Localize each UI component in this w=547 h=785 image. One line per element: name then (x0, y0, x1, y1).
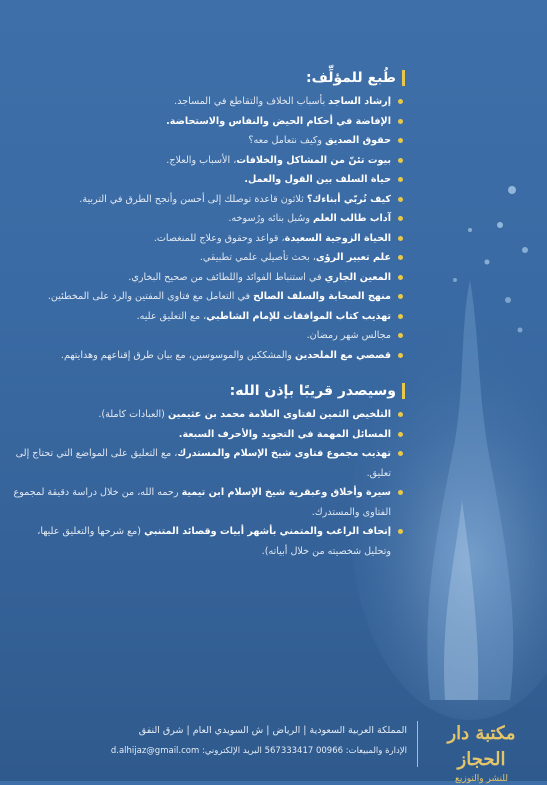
published-heading (13, 70, 405, 86)
book-description: ، قواعد وحقوق وعلاج للمنغصات. (153, 232, 285, 244)
book-item (13, 307, 405, 327)
book-description: ، الأسباب والعلاج. (166, 154, 237, 166)
book-item (13, 405, 405, 425)
book-title: إتحاف الراغب والمتمني بأشهر أبيات وقصائد المتنبي (144, 526, 391, 537)
publisher-address: المملكة العربية السعودية | الرياض | ش السويدي العام | شرق النفق (138, 725, 407, 736)
publisher-contact: الإدارة والمبيعات: 00966 567333417 البريد الإلكتروني: d.alhijaz@gmail.com (110, 746, 407, 756)
book-item (13, 131, 405, 151)
book-item (13, 112, 405, 132)
book-title: حقوق الصديق (325, 135, 391, 146)
book-title: المسائل المهمة في التجويد والأحرف السبعة. (178, 428, 391, 440)
book-title: إرشاد الساجد (328, 96, 391, 107)
book-item (13, 444, 405, 483)
book-item (13, 248, 405, 268)
book-item (13, 229, 405, 249)
book-description: وسُبل بنائه ورُسوخه. (228, 213, 314, 224)
footer (0, 713, 547, 784)
book-description: ، مع التعليق على المواضع التي تحتاج إلى تعليق. (15, 448, 391, 479)
book-description: والمشككين والموسوسين، مع بيان طرق إقناعهم وهدايتهم. (60, 349, 295, 361)
book-description: ثلاثون قاعدة توصلك إلى أحسن وأنجح الطرق في التربية. (79, 193, 307, 205)
book-item (13, 483, 405, 522)
book-title: تهذيب كتاب الموافقات للإمام الشاطبي (206, 310, 391, 322)
book-item (13, 326, 405, 346)
publisher-address-block (87, 721, 407, 761)
book-description: وكيف نتعامل معه؟ (248, 135, 326, 146)
book-item (13, 190, 405, 210)
published-books-list (13, 92, 405, 365)
book-list-content (13, 70, 405, 561)
book-item (13, 92, 405, 112)
book-title: كيف تُربّي أبناءك؟ (306, 193, 391, 205)
book-description: ، بحث تأصيلي علمي تطبيقي. (199, 252, 316, 263)
book-item (13, 346, 405, 366)
book-title: علم تعبير الرؤى (315, 252, 391, 263)
book-title: منهج الصحابة والسلف الصالح (253, 291, 391, 302)
publisher-logo (417, 721, 537, 784)
book-item (13, 425, 405, 445)
book-item (13, 170, 405, 190)
publisher-logo-tagline: للنشر والتوزيع (455, 774, 508, 784)
book-title: الحياة الزوجية السعيدة (284, 232, 391, 244)
book-description: (العبادات كاملة). (98, 409, 168, 420)
book-item (13, 209, 405, 229)
heading-bar (402, 383, 405, 399)
book-description: ، مع التعليق عليه. (136, 310, 207, 322)
book-description: رحمه الله، من خلال دراسة دقيقة لمجموع الفتاوى والمستدرك. (13, 487, 391, 518)
upcoming-heading (13, 383, 405, 399)
upcoming-books-list (13, 405, 405, 561)
book-item (13, 522, 405, 561)
book-title: حياة السلف بين القول والعمل. (244, 174, 391, 185)
upcoming-heading-text: وسيصدر قريبًا بإذن الله: (229, 383, 396, 399)
book-item (13, 151, 405, 171)
book-title: بيوت تئنّ من المشاكل والخلافات (236, 154, 391, 166)
book-description: (مع شرحها والتعليق عليها، وتحليل شخصيته من خلال أبياته). (37, 526, 391, 557)
book-description: في استنباط الفوائد واللطائف من صحيح البخاري. (128, 271, 325, 283)
book-description: مجالس شهر رمضان. (306, 330, 391, 341)
book-description: في التعامل مع فتاوى المفتين والرد على المخطئين. (47, 291, 254, 302)
publisher-logo-name: مكتبة دار الحجاز (447, 723, 516, 770)
book-title: سيرة وأخلاق وعبقرية شيخ الإسلام ابن تيمية (181, 487, 391, 498)
book-title: الإفاضة في أحكام الحيض والنفاس والاستحاضة. (166, 115, 391, 127)
published-heading-text: طُبع للمؤلِّف: (305, 70, 396, 86)
book-item (13, 287, 405, 307)
heading-bar (402, 70, 405, 86)
book-title: آداب طالب العلم (313, 213, 391, 224)
book-description: بأسباب الخلاف والتقاطع في المساجد. (174, 96, 329, 107)
book-title: تهذيب مجموع فتاوى شيخ الإسلام والمستدرك (177, 448, 391, 459)
book-title: قصصي مع الملحدين (295, 349, 391, 361)
book-title: التلخيص الثمين لفتاوى العلامة محمد بن عثيمين (167, 409, 391, 420)
book-title: المعين الجاري (324, 271, 391, 283)
book-item (13, 268, 405, 288)
